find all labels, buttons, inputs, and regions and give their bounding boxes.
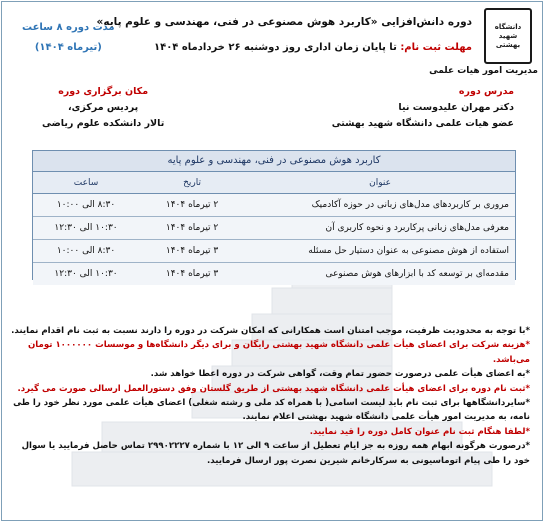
session-time: ۱۰:۳۰ الی ۱۲:۳۰	[33, 263, 139, 286]
schedule-header-row	[33, 172, 515, 194]
session-title: استفاده از هوش مصنوعی به عنوان دستیار حل مسئله	[245, 240, 515, 263]
instructor-affiliation: عضو هیات علمی دانشگاه شهید بهشتی	[331, 118, 514, 129]
table-row	[33, 263, 515, 286]
duration-month: (تیرماه ۱۴۰۴)	[34, 42, 102, 53]
note-capacity: *با توجه به محدودیت ظرفیت، موجب امتنان است همکارانی که امکان شرکت در دوره را دارند نسبت به ثبت نام اقدام نمایند.	[11, 326, 530, 336]
session-title: مروری بر کاربردهای مدل‌های زبانی در حوزه آکادمیک	[245, 194, 515, 217]
instructor-section	[332, 84, 514, 132]
session-date: ۳ تیرماه ۱۴۰۴	[139, 263, 245, 286]
note-certificate: *به اعضای هیأت علمی درصورت حضور تمام وقت، گواهی شرکت در دوره اعطا خواهد شد.	[150, 369, 530, 380]
session-date: ۲ تیرماه ۱۴۰۴	[139, 217, 245, 240]
instructor-name: دکتر مهران علیدوست نیا	[398, 102, 514, 113]
registration-deadline	[154, 42, 472, 53]
session-title: معرفی مدل‌های زبانی پرکاربرد و نحوه کاربری آن	[245, 217, 515, 240]
session-date: ۳ تیرماه ۱۴۰۴	[139, 240, 245, 263]
deadline-text: تا پایان زمان اداری روز دوشنبه ۲۶ خردادماه ۱۴۰۴	[154, 42, 401, 53]
session-title: مقدمه‌ای بر توسعه کد با ابزارهای هوش مصنوعی	[245, 263, 515, 286]
duration-hours: مدت دوره ۸ ساعت	[22, 22, 115, 33]
schedule-grid	[33, 172, 515, 285]
schedule-caption: کاربرد هوش مصنوعی در فنی، مهندسی و علوم پایه	[33, 151, 515, 172]
venue-hall: تالار دانشکده علوم ریاضی	[42, 118, 165, 129]
table-row	[33, 240, 515, 263]
deadline-label: مهلت ثبت نام:	[400, 42, 472, 53]
header-time: ساعت	[33, 172, 139, 194]
header-date: تاریخ	[139, 172, 245, 194]
table-row	[33, 217, 515, 240]
schedule-table	[32, 150, 516, 280]
note-registration-golestan: *ثبت نام دوره برای اعضای هیأت علمی دانشگاه شهید بهشتی از طریق گلستان وفق دستورالعمل ارسالی صورت می گیرد.	[17, 383, 530, 394]
logo-text: دانشگاه شهید بهشتی	[494, 22, 522, 49]
note-course-title: *لطفا هنگام ثبت نام عنوان کامل دوره را قید نمایید.	[309, 426, 530, 437]
note-fee: *هزینه شرکت برای اعضای هیأت علمی دانشگاه شهید بهشتی رایگان و برای دیگر دانشگاه‌ها و موسسات ۱۰۰۰۰۰۰ تومان می‌باشد.	[27, 340, 530, 365]
venue-section	[42, 84, 164, 132]
organization-name: مدیریت امور هیات علمی	[429, 66, 538, 76]
session-time: ۸:۳۰ الی ۱۰:۰۰	[33, 194, 139, 217]
note-other-universities: *سایردانشگاهها برای ثبت نام باید لیست اسامی( با همراه کد ملی و رشته شغلی) اعضای هیأت علمی مورد نظر خود را طی نامه، به مدیریت امور هیأت علمی دانشگاه شهید بهشتی اعلام نمایند.	[13, 398, 530, 423]
flyer	[1, 1, 543, 521]
course-title: دوره دانش‌افزایی «کاربرد هوش مصنوعی در فنی، مهندسی و علوم پایه»	[96, 16, 472, 28]
session-time: ۱۰:۳۰ الی ۱۲:۳۰	[33, 217, 139, 240]
session-time: ۸:۳۰ الی ۱۰:۰۰	[33, 240, 139, 263]
note-contact: *درصورت هرگونه ابهام همه روزه به جز ایام تعطیل از ساعت ۹ الی ۱۲ با شماره ۲۹۹۰۲۲۲۷ تماس حاصل فرمایید یا سوال خود را طی پیام اتوماسیونی به سرکارخانم شیرین نصرت پور ارسال فرمایید.	[21, 441, 530, 466]
venue-campus: پردیس مرکزی،	[68, 102, 139, 113]
session-date: ۲ تیرماه ۱۴۰۴	[139, 194, 245, 217]
instructor-label: مدرس دوره	[458, 86, 514, 97]
table-row	[33, 194, 515, 217]
university-logo	[484, 8, 532, 64]
notes-list	[8, 324, 530, 468]
header-title: عنوان	[245, 172, 515, 194]
venue-label: مکان برگزاری دوره	[58, 86, 149, 97]
course-duration	[22, 18, 115, 58]
